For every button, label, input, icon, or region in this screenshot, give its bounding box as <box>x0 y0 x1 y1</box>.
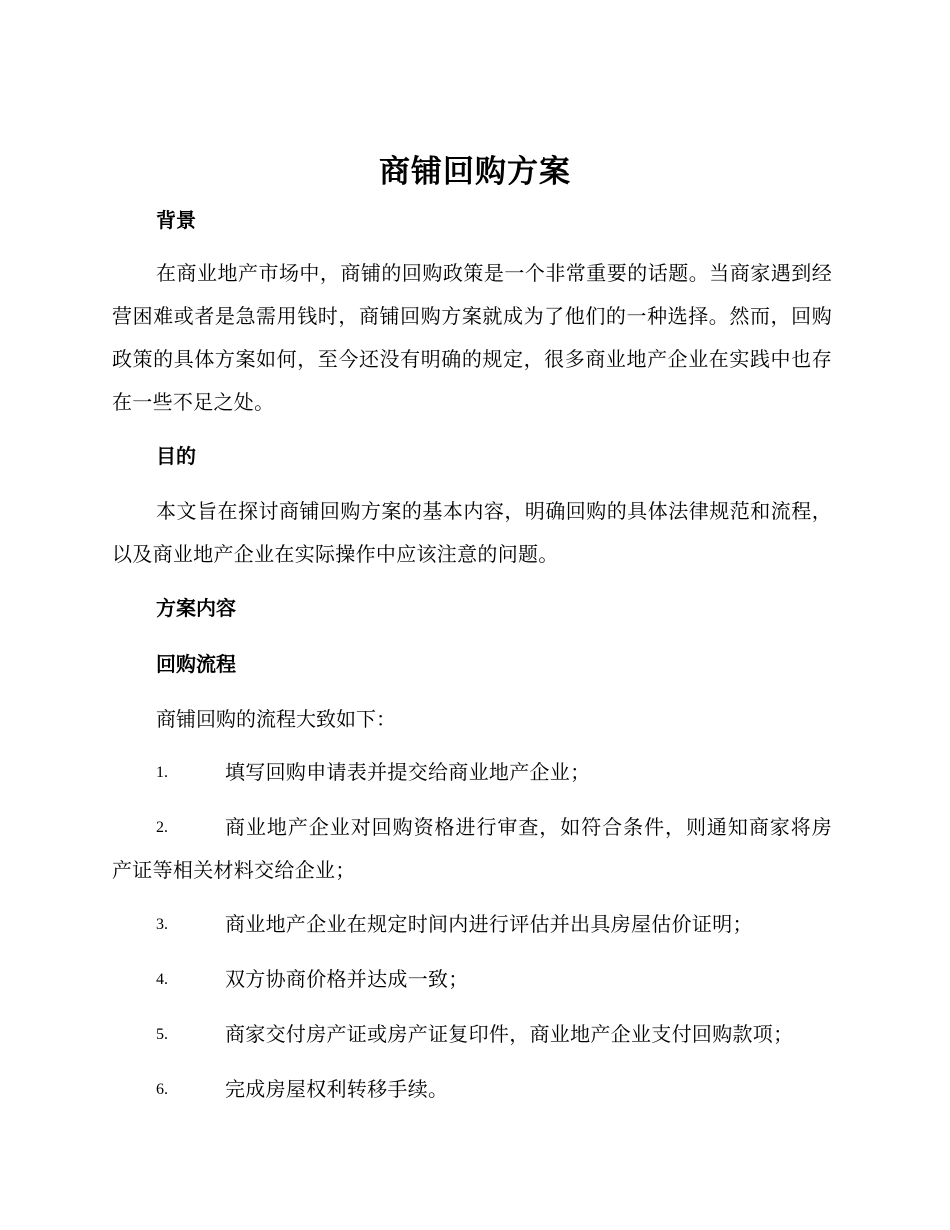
list-item-text: 商业地产企业对回购资格进行审查，如符合条件，则通知商家将房产证等相关材料交给企业； <box>112 815 832 882</box>
list-item-number: 4. <box>156 971 168 988</box>
list-item-number: 2. <box>156 819 168 836</box>
section-heading-purpose: 目的 <box>156 444 196 468</box>
list-item-number: 3. <box>156 916 168 933</box>
list-item-text: 双方协商价格并达成一致； <box>225 967 469 991</box>
list-item-number: 5. <box>156 1026 168 1043</box>
document-title: 商铺回购方案 <box>379 154 571 190</box>
list-item-text: 填写回购申请表并提交给商业地产企业； <box>225 760 591 784</box>
section-heading-content: 方案内容 <box>156 596 236 620</box>
list-item-text: 商家交付房产证或房产证复印件，商业地产企业支付回购款项； <box>225 1022 794 1046</box>
process-intro: 商铺回购的流程大致如下： <box>156 707 396 731</box>
purpose-paragraph: 本文旨在探讨商铺回购方案的基本内容，明确回购的具体法律规范和流程，以及商业地产企业在实际操作中应该注意的问题。 <box>112 499 832 566</box>
list-item-number: 1. <box>156 764 168 781</box>
list-item <box>112 1013 832 1056</box>
list-item <box>112 806 832 892</box>
background-paragraph: 在商业地产市场中，商铺的回购政策是一个非常重要的话题。当商家遇到经营困难或者是急需用钱时，商铺回购方案就成为了他们的一种选择。然而，回购政策的具体方案如何，至今还没有明确的规定，很多商业地产企业在实践中也存在一些不足之处。 <box>112 261 832 414</box>
list-item-text: 完成房屋权利转移手续。 <box>225 1077 449 1101</box>
list-item <box>112 903 832 946</box>
list-item <box>112 958 832 1001</box>
section-heading-background: 背景 <box>156 208 196 232</box>
list-item <box>112 1068 832 1111</box>
section-heading-process: 回购流程 <box>156 652 236 676</box>
list-item-text: 商业地产企业在规定时间内进行评估并出具房屋估价证明； <box>225 912 753 936</box>
list-item <box>112 751 832 794</box>
list-item-number: 6. <box>156 1081 168 1098</box>
